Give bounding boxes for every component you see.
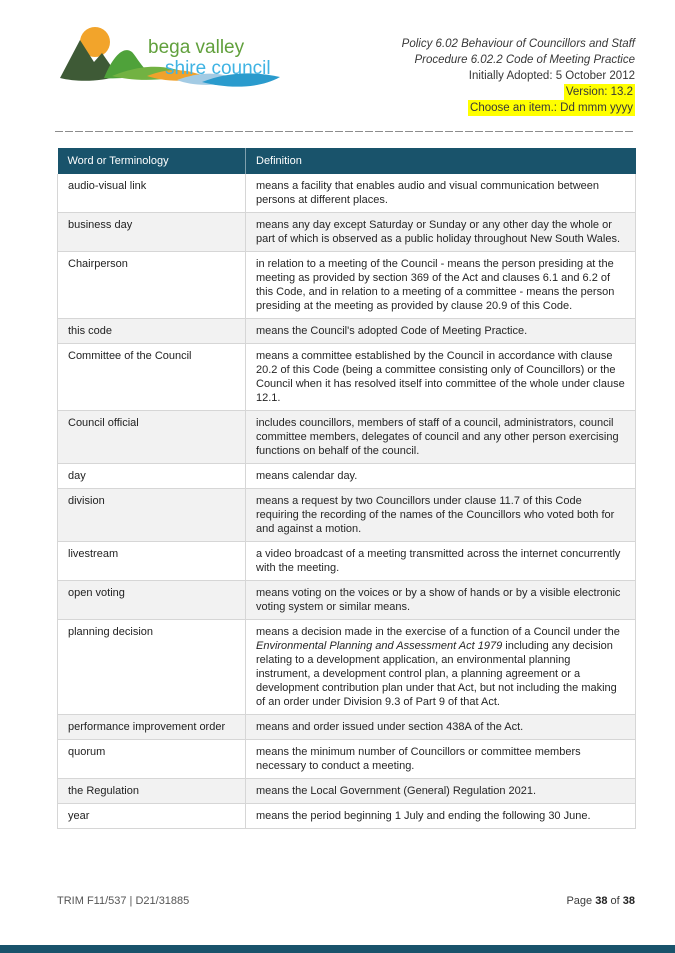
definition-cell: means a facility that enables audio and visual communication between persons at different places. [246, 174, 636, 213]
term-cell: year [58, 804, 246, 829]
term-cell: this code [58, 319, 246, 344]
term-cell: open voting [58, 581, 246, 620]
definition-cell: means the minimum number of Councillors or committee members necessary to conduct a meeting. [246, 740, 636, 779]
definition-cell: means a request by two Councillors under clause 11.7 of this Code requiring the recording of the names of the Councillors who voted both for and against a motion. [246, 489, 636, 542]
page-footer [57, 895, 635, 907]
table-row [58, 804, 636, 829]
definition-cell: includes councillors, members of staff of a council, administrators, council committee members, delegates of council and any other person exercising functions on behalf of the council. [246, 411, 636, 464]
term-cell: the Regulation [58, 779, 246, 804]
term-cell: quorum [58, 740, 246, 779]
header-divider-line [55, 130, 635, 132]
procedure-title: Procedure 6.02.2 Code of Meeting Practice [414, 54, 635, 66]
term-cell: day [58, 464, 246, 489]
term-cell: Chairperson [58, 252, 246, 319]
table-row [58, 542, 636, 581]
definition-cell: means and order issued under section 438A of the Act. [246, 715, 636, 740]
column-header-term: Word or Terminology [58, 148, 246, 174]
table-row [58, 411, 636, 464]
definition-cell: means the period beginning 1 July and ending the following 30 June. [246, 804, 636, 829]
definition-cell: means voting on the voices or by a show of hands or by a visible electronic voting system or similar means. [246, 581, 636, 620]
trim-reference: TRIM F11/537 | D21/31885 [57, 895, 190, 907]
document-meta [402, 36, 635, 116]
table-row [58, 319, 636, 344]
table-row [58, 464, 636, 489]
table-row [58, 715, 636, 740]
term-cell: Committee of the Council [58, 344, 246, 411]
version-badge: Version: 13.2 [565, 86, 633, 98]
adopted-date: Initially Adopted: 5 October 2012 [468, 70, 635, 82]
policy-title: Policy 6.02 Behaviour of Councillors and Staff [401, 38, 635, 50]
term-cell: livestream [58, 542, 246, 581]
definition-cell: a video broadcast of a meeting transmitted across the internet concurrently with the meeting. [246, 542, 636, 581]
definition-cell: means the Council's adopted Code of Meeting Practice. [246, 319, 636, 344]
table-row [58, 344, 636, 411]
logo-name-line2: shire council [165, 58, 271, 79]
term-cell: performance improvement order [58, 715, 246, 740]
table-row [58, 779, 636, 804]
definition-cell: in relation to a meeting of the Council - means the person presiding at the meeting as provided by section 369 of the Act and clauses 6.1 and 6.2 of this Code, and in relation to a meeting of a committee - means the person presiding at the meeting as provided by clause 20.9 of this Code. [246, 252, 636, 319]
term-cell: audio-visual link [58, 174, 246, 213]
council-logo [52, 24, 290, 112]
definition-cell: means calendar day. [246, 464, 636, 489]
table-row [58, 174, 636, 213]
definition-cell: means any day except Saturday or Sunday or any other day the whole or part of which is observed as a public holiday throughout New South Wales. [246, 213, 636, 252]
definition-cell: means a committee established by the Council in accordance with clause 20.2 of this Code (being a committee consisting only of Councillors) or the Council when it has resolved itself into committee of the whole under clause 12.1. [246, 344, 636, 411]
definitions-table [57, 148, 636, 829]
footer-accent-bar [0, 945, 675, 953]
term-cell: business day [58, 213, 246, 252]
table-header-row [58, 148, 636, 174]
table-row [58, 740, 636, 779]
term-cell: planning decision [58, 620, 246, 715]
column-header-definition: Definition [246, 148, 636, 174]
table-row [58, 620, 636, 715]
term-cell: Council official [58, 411, 246, 464]
term-cell: division [58, 489, 246, 542]
page-number: Page 38 of 38 [566, 895, 635, 907]
definitions-table-wrap [57, 148, 635, 829]
logo-name-line1: bega valley [148, 37, 245, 58]
review-date-placeholder: Choose an item.: Dd mmm yyyy [470, 102, 633, 114]
table-row [58, 489, 636, 542]
definition-cell: means the Local Government (General) Regulation 2021. [246, 779, 636, 804]
table-row [58, 213, 636, 252]
table-row [58, 252, 636, 319]
definition-cell: means a decision made in the exercise of a function of a Council under the Environmental Planning and Assessment Act 1979 including any decision relating to a development application, an environmental planning instrument, a development control plan, a planning agreement or a development contribution plan under that Act, but not including the making of an order under Division 9.3 of Part 9 of that Act. [246, 620, 636, 715]
table-row [58, 581, 636, 620]
